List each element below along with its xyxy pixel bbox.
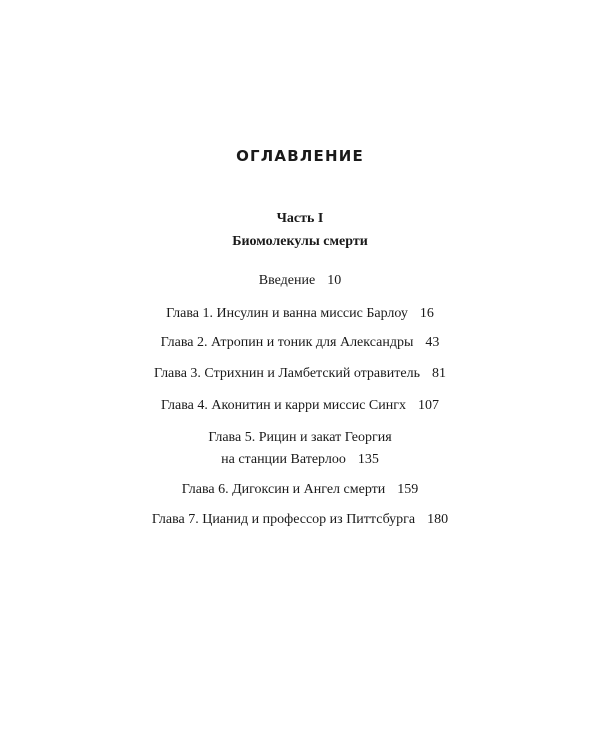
toc-entry-text: Глава 7. Цианид и профессор из Питтсбурга xyxy=(151,512,416,527)
toc-entry-chapter-1 xyxy=(0,305,600,323)
toc-entry-page: 16 xyxy=(419,306,434,321)
part-number: Часть I xyxy=(276,211,324,226)
toc-entry-chapter-5 xyxy=(0,427,600,471)
toc-entry-chapter-4 xyxy=(0,397,600,415)
toc-entry-page: 180 xyxy=(427,512,449,527)
toc-entry-text: Глава 6. Дигоксин и Ангел смерти xyxy=(181,482,386,497)
toc-entry-introduction xyxy=(0,272,600,290)
toc-entry-page: 159 xyxy=(397,482,419,497)
toc-entry-chapter-2 xyxy=(0,334,600,352)
toc-entry-text: Глава 3. Стрихнин и Ламбетский отравитель xyxy=(154,366,420,381)
toc-entry-text: Глава 4. Аконитин и карри миссис Сингх xyxy=(160,398,406,413)
toc-entry-page: 43 xyxy=(425,335,440,350)
toc-entry-text: на станции Ватерлоо xyxy=(221,452,346,467)
part-title: Биомолекулы смерти xyxy=(232,234,368,249)
toc-title: ОГЛАВЛЕНИЕ xyxy=(236,147,364,165)
toc-entry-text-line-2 xyxy=(0,449,600,471)
toc-entry-text: Глава 2. Атропин и тоник для Александры xyxy=(160,335,414,350)
toc-entry-text: Введение xyxy=(258,273,316,288)
toc-entry-page: 10 xyxy=(327,273,342,288)
toc-entry-text: Глава 1. Инсулин и ванна миссис Барлоу xyxy=(166,306,408,321)
toc-entry-chapter-7 xyxy=(0,511,600,529)
toc-entry-page: 81 xyxy=(431,366,446,381)
toc-entry-text-line-1: Глава 5. Рицин и закат Георгия xyxy=(208,430,392,445)
toc-entry-chapter-3 xyxy=(0,365,600,383)
toc-entry-chapter-6 xyxy=(0,481,600,499)
toc-entry-page: 135 xyxy=(357,452,379,467)
toc-entry-page: 107 xyxy=(418,398,439,413)
